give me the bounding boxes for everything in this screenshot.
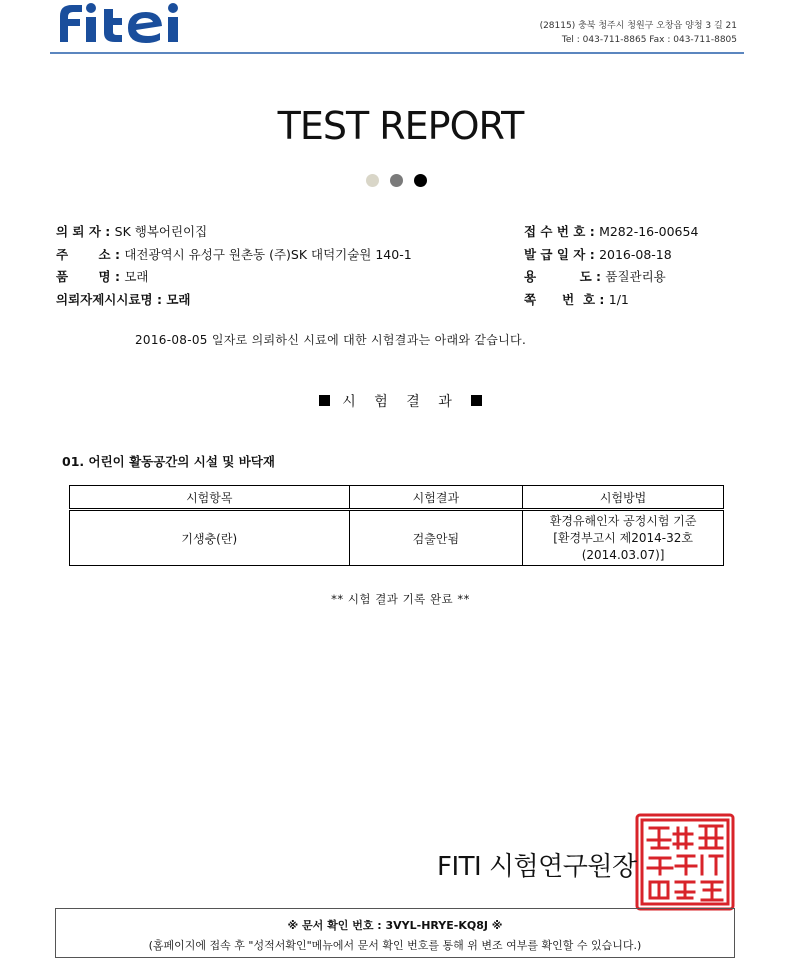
page-row: 쪽 번 호 : 1/1 <box>524 292 629 307</box>
address-value: 대전광역시 유성구 원촌동 (주)SK 대덕기술원 140-1 <box>124 247 412 262</box>
dot-mid <box>390 174 403 187</box>
verification-box <box>55 908 735 958</box>
requester-label: 의 뢰 자 <box>56 224 101 239</box>
use-row: 용 도 : 품질관리용 <box>524 269 666 284</box>
address-label: 주 소 <box>56 247 111 262</box>
page-value: 1/1 <box>608 292 629 307</box>
square-bullet-right <box>471 395 482 406</box>
receipt-value: M282-16-00654 <box>599 224 699 239</box>
use-value: 품질관리용 <box>605 269 666 284</box>
company-address: (28115) 충북 청주시 청원구 오창읍 양청 3 길 21 <box>539 21 737 31</box>
completion-text: ** 시험 결과 기록 완료 ** <box>331 592 470 606</box>
page-label: 쪽 번 호 <box>524 292 596 307</box>
sample-row: 의뢰자제시시료명 : 모래 <box>56 292 191 307</box>
item-label: 품 명 <box>56 269 111 284</box>
method-line-2: [환경부고시 제2014-32호 <box>553 530 693 545</box>
issue-row: 발 급 일 자 : 2016-08-18 <box>524 247 672 262</box>
cell-test-method <box>523 510 724 566</box>
company-tel-fax: Tel : 043-711-8865 Fax : 043-711-8805 <box>561 35 737 45</box>
signer-name: FITI 시험연구원장 <box>437 852 637 882</box>
section-title: 01. 어린이 활동공간의 시설 및 바닥재 <box>62 454 275 469</box>
requester-row: 의 뢰 자 : SK 행복어린이집 <box>56 224 208 239</box>
cell-test-result: 검출안됨 <box>349 510 523 566</box>
sample-label: 의뢰자제시시료명 <box>56 292 153 307</box>
results-table <box>69 485 724 566</box>
issue-value: 2016-08-18 <box>599 247 672 262</box>
header-test-result: 시험결과 <box>349 486 523 510</box>
dot-dark <box>414 174 427 187</box>
table-header-row <box>70 486 724 510</box>
result-heading <box>0 391 801 411</box>
receipt-label: 접 수 번 호 <box>524 224 586 239</box>
header-test-method: 시험방법 <box>523 486 724 510</box>
requester-value: SK 행복어린이집 <box>114 224 208 239</box>
fiti-logo <box>56 0 181 45</box>
receipt-row: 접 수 번 호 : M282-16-00654 <box>524 224 699 239</box>
result-heading-text: 시 험 결 과 <box>342 394 459 410</box>
address-row: 주 소 : 대전광역시 유성구 원촌동 (주)SK 대덕기술원 140-1 <box>56 247 412 262</box>
table-row <box>70 510 724 566</box>
header-test-item: 시험항목 <box>70 486 350 510</box>
verification-instruction: (홈페이지에 접속 후 "성적서확인"메뉴에서 문서 확인 번호를 통해 위 변조 여부를 확인할 수 있습니다.) <box>148 939 642 952</box>
cell-test-item: 기생충(란) <box>70 510 350 566</box>
intro-text: 2016-08-05 일자로 의뢰하신 시료에 대한 시험결과는 아래와 같습니다. <box>135 333 527 347</box>
sample-value: 모래 <box>166 292 191 307</box>
square-bullet-left <box>319 395 330 406</box>
item-value: 모래 <box>124 269 149 284</box>
dot-light <box>366 174 379 187</box>
issue-label: 발 급 일 자 <box>524 247 586 262</box>
method-line-1: 환경유해인자 공정시험 기준 <box>549 513 697 528</box>
verification-number: ※ 문서 확인 번호 : 3VYL-HRYE-KQ8J ※ <box>287 919 503 932</box>
header-divider <box>50 52 744 54</box>
report-title: TEST REPORT <box>277 104 524 148</box>
title-dots <box>366 174 436 188</box>
use-label: 용 도 <box>524 269 592 284</box>
official-seal-stamp <box>634 812 736 912</box>
method-line-3: (2014.03.07)] <box>581 547 665 562</box>
item-row: 품 명 : 모래 <box>56 269 149 284</box>
